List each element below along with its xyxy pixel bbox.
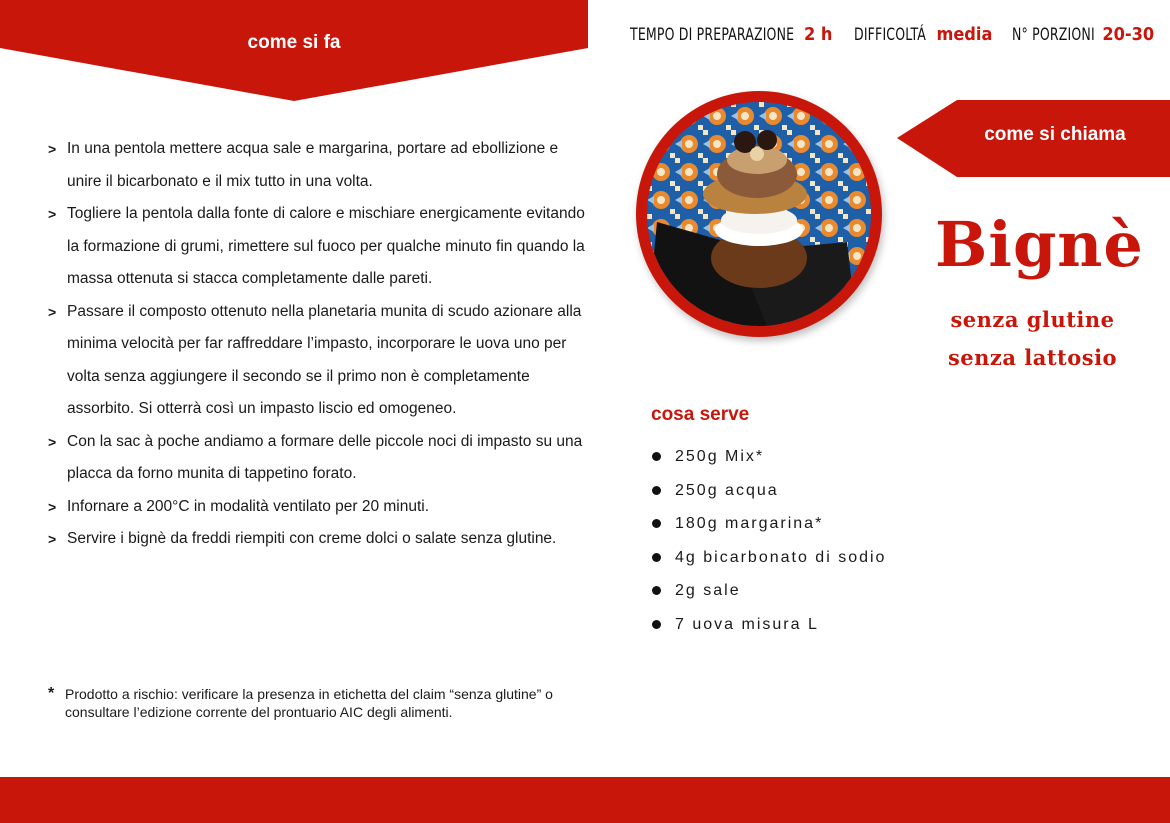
method-step <box>48 198 588 296</box>
ingredient-text: 180g margarina* <box>675 515 824 533</box>
dish-name: Bignè <box>935 208 1144 281</box>
step-text: Con la sac à poche andiamo a formare delle piccole noci di impasto su una placca da forno munita di tappetino forato. <box>67 432 583 482</box>
list-item <box>652 608 886 642</box>
dish-photo <box>636 91 882 337</box>
list-item <box>652 474 886 508</box>
list-item <box>652 440 886 474</box>
step-marker: > <box>48 206 57 222</box>
portions-label: N° PORZIONI <box>1012 25 1096 45</box>
footer-bar <box>0 777 1170 823</box>
ingredient-text: 250g Mix* <box>675 448 765 465</box>
method-step <box>48 523 588 556</box>
allergen-note <box>48 685 605 721</box>
bullet-icon <box>652 519 661 528</box>
step-marker: > <box>48 433 57 450</box>
bullet-icon <box>652 586 661 595</box>
portions-value: 20-30 <box>1102 24 1155 45</box>
ingredient-text: 4g bicarbonato di sodio <box>675 548 887 566</box>
step-text: In una pentola mettere acqua sale e margarina, portare ad ebollizione e unire il bicarbonato e il mix tutto in una volta. <box>67 140 559 190</box>
method-steps <box>48 133 588 556</box>
section-title-name: come si chiama <box>984 124 1126 145</box>
ingredient-text: 250g acqua <box>675 481 779 499</box>
step-marker: > <box>48 303 57 320</box>
section-title-method: come si fa <box>247 32 341 53</box>
list-item <box>652 574 886 608</box>
dish-subtitle-lactose-free: senza lattosio <box>947 345 1118 370</box>
bullet-icon <box>652 620 661 629</box>
step-text: Passare il composto ottenuto nella planetaria munita di scudo azionare alla minima velocità per far raffreddare l’impasto, incorporare le uova uno per volta senza aggiungere il secondo se il primo non è completamente assorbito. Si otterrà così un impasto liscio ed omogeneo. <box>67 302 582 417</box>
difficulty-value: media <box>936 24 993 45</box>
step-text: Togliere la pentola dalla fonte di calore e mischiare energicamente evitando la formazione di grumi, rimettere sul fuoco per qualche minuto fin quando la massa ottenuta si stacca completamente dalle pareti. <box>67 205 585 287</box>
list-item <box>652 541 886 575</box>
method-step <box>48 296 588 426</box>
ingredients-list <box>652 440 886 642</box>
difficulty-label: DIFFICOLTÁ <box>854 25 927 45</box>
step-marker: > <box>48 141 57 157</box>
step-marker: > <box>48 498 57 515</box>
dish-subtitle-gluten-free: senza glutine <box>950 307 1115 332</box>
list-item <box>652 507 886 541</box>
bullet-icon <box>652 486 661 495</box>
bullet-icon <box>652 452 661 461</box>
method-step <box>48 133 588 198</box>
ingredients-title: cosa serve <box>651 404 750 425</box>
step-marker: > <box>48 531 57 547</box>
bullet-icon <box>652 553 661 562</box>
dish-photo-image <box>647 102 871 326</box>
note-marker: * <box>48 685 55 702</box>
step-text: Infornare a 200°C in modalità ventilato per 20 minuti. <box>67 497 430 515</box>
note-text: Prodotto a rischio: verificare la presenza in etichetta del claim “senza glutine” o consultare l’edizione corrente del prontuario AIC degli alimenti. <box>65 686 553 720</box>
step-text: Servire i bignè da freddi riempiti con creme dolci o salate senza glutine. <box>67 530 557 547</box>
recipe-meta <box>630 24 1155 50</box>
prep-time-value: 2 h <box>804 24 833 45</box>
method-step <box>48 491 588 524</box>
method-step <box>48 426 588 491</box>
ingredient-text: 2g sale <box>675 582 741 600</box>
ingredient-text: 7 uova misura L <box>675 615 819 633</box>
prep-time-label: TEMPO DI PREPARAZIONE <box>630 25 795 45</box>
